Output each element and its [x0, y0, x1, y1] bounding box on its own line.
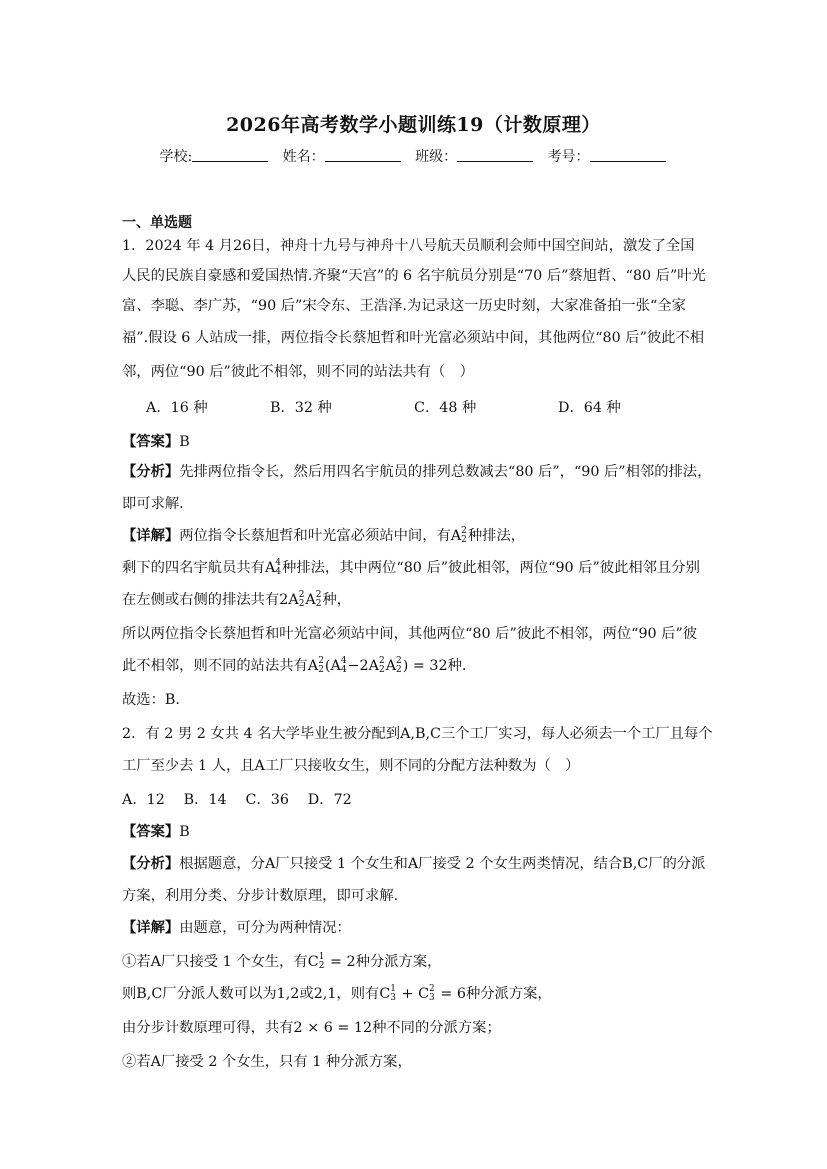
formula-value: = 6 [440, 986, 466, 1002]
q2-case-4: ②若A厂接受 2 个女生，只有 1 种分派方案， [122, 1054, 412, 1070]
section-heading: 一、单选题 [122, 215, 192, 231]
formula-total: A 2 2 (A 4 4 −2A 2 2 A 2 2 ) = 32 [307, 656, 448, 675]
detail-text: ①若A厂只接受 1 个女生，有 [122, 954, 308, 970]
q1-detail-3 [122, 590, 351, 610]
q1-detail-2 [122, 558, 700, 578]
q2-options[interactable]: A．12 B．14 C．36 D．72 [122, 792, 352, 808]
detail-tag: 【详解】 [122, 528, 180, 544]
formula-value: = 2 [330, 954, 356, 970]
q1-detail-4: 所以两位指令长蔡旭哲和叶光富必须站中间，其他两位“80 后”彼此不相邻，两位“90 后”彼 [122, 626, 698, 642]
q2-line-1: 2．有 2 男 2 女共 4 名大学毕业生被分配到A,B,C三个工厂实习，每人必须去一个工厂且每个 [122, 726, 713, 742]
q1-option-a[interactable]: A．16 种 [146, 400, 208, 416]
q2-case-1 [122, 952, 441, 972]
formula-c12: C 1 2 = 2 [307, 952, 356, 971]
class-label: 班级： [415, 149, 458, 165]
formula-a22: A 2 2 [450, 526, 467, 545]
student-info-line [0, 146, 827, 166]
page-title: 2026年高考数学小题训练19（计数原理） [226, 114, 601, 136]
detail-text: 种分派方案， [465, 986, 552, 1002]
detail-text: 在左侧或右侧的排法共有 [122, 592, 280, 608]
detail-text: 种排法， [467, 528, 526, 544]
answer-value: B [179, 434, 190, 450]
answer-tag: 【答案】 [122, 824, 180, 840]
formula-a44: A 4 4 [264, 558, 282, 577]
detail-text: 由题意，可分为两种情况： [179, 920, 351, 936]
name-label: 姓名： [282, 149, 325, 165]
class-blank[interactable] [457, 149, 533, 162]
q2-analysis-1 [122, 854, 705, 874]
name-blank[interactable] [325, 149, 401, 162]
answer-value: B [179, 824, 190, 840]
q1-line-3: 富、李聪、李广苏，“90 后”宋令东、王浩泽.为记录这一历史时刻，大家准备拍一张“全家 [122, 298, 686, 314]
q1-option-c[interactable]: C．48 种 [414, 400, 477, 416]
exam-number-blank[interactable] [590, 149, 666, 162]
detail-text: 剩下的四名宇航员共有 [122, 560, 265, 576]
q2-detail-1 [122, 918, 351, 938]
detail-text: 种， [322, 592, 352, 608]
q1-analysis-1 [122, 462, 711, 482]
q2-answer [122, 822, 190, 842]
detail-text: 种分派方案， [355, 954, 442, 970]
q1-option-d[interactable]: D．64 种 [558, 400, 621, 416]
q2-case-2 [122, 984, 552, 1004]
analysis-text: 先排两位指令长，然后用四名宇航员的排列总数减去“80 后”，“90 后”相邻的排法， [179, 464, 712, 480]
q2-analysis-2: 方案，利用分类、分步计数原理，即可求解. [122, 888, 399, 904]
q1-line-5: 邻，两位“90 后”彼此不相邻，则不同的站法共有（ ） [122, 364, 474, 380]
q1-choose: 故选：B. [122, 692, 180, 708]
result-value: 32 [429, 658, 448, 674]
q1-analysis-2: 即可求解. [122, 496, 184, 512]
formula-c13-c23: C 1 3 + C 2 3 = 6 [379, 984, 466, 1003]
detail-text: 两位指令长蔡旭哲和叶光富必须站中间，有 [179, 528, 451, 544]
q1-line-1: 1．2024 年 4 月26日，神舟十九号与神舟十八号航天员顺利会师中国空间站，激发了全国 [122, 238, 695, 254]
detail-text: 此不相邻，则不同的站法共有 [122, 658, 308, 674]
school-blank[interactable] [192, 149, 268, 162]
q1-detail-5 [122, 656, 466, 676]
school-label: 学校: [159, 149, 193, 165]
exam-number-label: 考号： [547, 149, 590, 165]
detail-text: 则B,C厂分派人数可以为1,2或2,1，则有 [122, 986, 380, 1002]
detail-tag: 【详解】 [122, 920, 180, 936]
q1-answer [122, 432, 190, 452]
q1-option-b[interactable]: B．32 种 [270, 400, 332, 416]
q1-line-4: 福”.假设 6 人站成一排，两位指令长蔡旭哲和叶光富必须站中间，其他两位“80 后”彼此不相 [122, 330, 705, 346]
detail-text: 种排法，其中两位“80 后”彼此相邻，两位“90 后”彼此相邻且分别 [282, 560, 700, 576]
q1-detail-1 [122, 526, 525, 546]
q1-line-2: 人民的民族自豪感和爱国热情.齐聚“天宫”的 6 名宇航员分别是“70 后”蔡旭哲、“80 后”叶光 [122, 268, 706, 284]
detail-text: 种. [447, 658, 467, 674]
analysis-text: 根据题意，分A厂只接受 1 个女生和A厂接受 2 个女生两类情况，结合B,C厂的分派 [179, 856, 706, 872]
formula-2a22a22: 2A 2 2 A 2 2 [279, 590, 322, 609]
analysis-tag: 【分析】 [122, 856, 180, 872]
q2-line-2: 工厂至少去 1 人，且A工厂只接收女生，则不同的分配方法种数为（ ） [122, 758, 580, 774]
q2-case-3: 由分步计数原理可得，共有2 × 6 = 12种不同的分派方案； [122, 1020, 501, 1036]
analysis-tag: 【分析】 [122, 464, 180, 480]
answer-tag: 【答案】 [122, 434, 180, 450]
